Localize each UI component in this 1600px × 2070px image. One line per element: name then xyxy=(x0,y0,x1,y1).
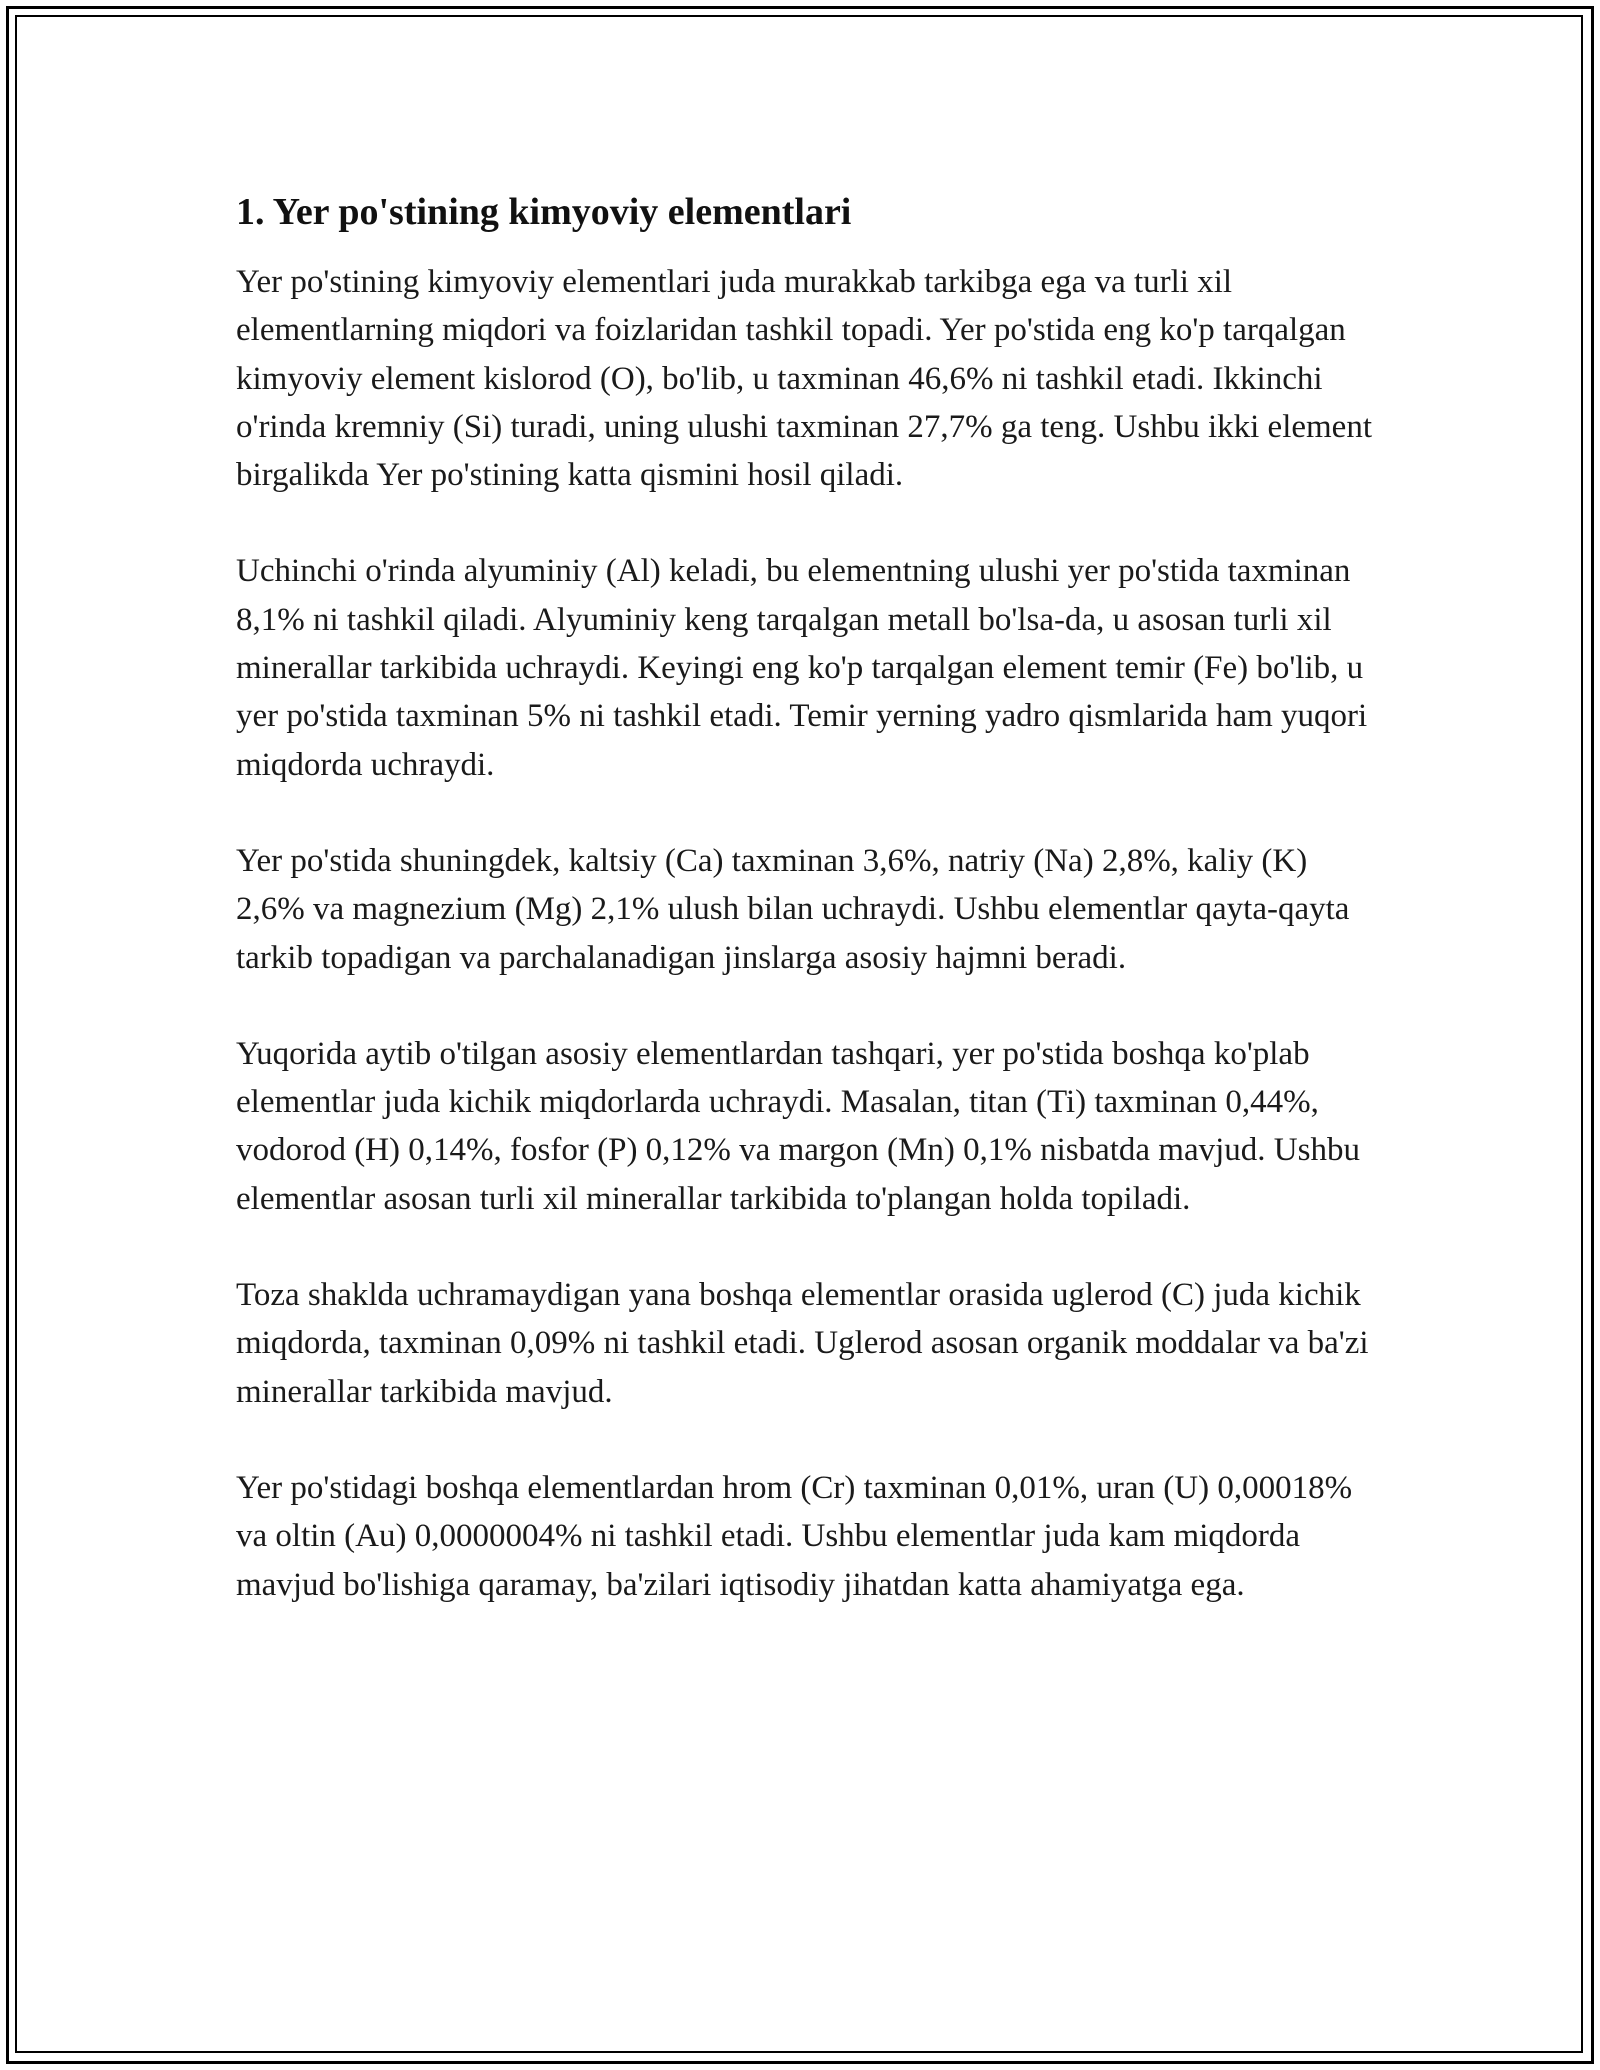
paragraph-2: Uchinchi o'rinda alyuminiy (Al) keladi, bu elementning ulushi yer po'stida taxminan 8,1% ni tashkil qiladi. Alyuminiy keng tarqalgan metall bo'lsa-da, u asosan turli xil minerallar tarkibida uchraydi. Keyingi eng ko'p tarqalgan element temir (Fe) bo'lib, u yer po'stida taxminan 5% ni tashkil etadi. Temir yerning yadro qismlarida ham yuqori miqdorda uchraydi. xyxy=(236,553,1368,783)
paragraph-4: Yuqorida aytib o'tilgan asosiy elementlardan tashqari, yer po'stida boshqa ko'plab elementlar juda kichik miqdorlarda uchraydi. Masalan, titan (Ti) taxminan 0,44%, vodorod (H) 0,14%, fosfor (P) 0,12% va margon (Mn) 0,1% nisbatda mavjud. Ushbu elementlar asosan turli xil minerallar tarkibida to'plangan holda topiladi. xyxy=(236,1035,1360,1217)
paragraph-3: Yer po'stida shuningdek, kaltsiy (Ca) taxminan 3,6%, natriy (Na) 2,8%, kaliy (K) 2,6% va magnezium (Mg) 2,1% ulush bilan uchraydi. Ushbu elementlar qayta-qayta tarkib topadigan va parchalanadigan jinslarga asosiy hajmni beradi. xyxy=(236,842,1350,976)
section-heading: 1. Yer po'stining kimyoviy elementlari xyxy=(236,191,852,233)
paragraph-5: Toza shaklda uchramaydigan yana boshqa elementlar orasida uglerod (C) juda kichik miqdorda, taxminan 0,09% ni tashkil etadi. Uglerod asosan organik moddalar va ba'zi minerallar tarkibida mavjud. xyxy=(236,1277,1369,1410)
document-body xyxy=(236,186,1376,1657)
paragraph-1: Yer po'stining kimyoviy elementlari juda murakkab tarkibga ega va turli xil elementlarning miqdori va foizlaridan tashkil topadi. Yer po'stida eng ko'p tarqalgan kimyoviy element kislorod (O), bo'lib, u taxminan 46,6% ni tashkil etadi. Ikkinchi o'rinda kremniy (Si) turadi, uning ulushi taxminan 27,7% ga teng. Ushbu ikki element birgalikda Yer po'stining katta qismini hosil qiladi. xyxy=(236,264,1373,494)
paragraph-6: Yer po'stidagi boshqa elementlardan hrom (Cr) taxminan 0,01%, uran (U) 0,00018% va oltin (Au) 0,0000004% ni tashkil etadi. Ushbu elementlar juda kam miqdorda mavjud bo'lishiga qaramay, ba'zilari iqtisodiy jihatdan katta ahamiyatga ega. xyxy=(236,1469,1353,1603)
